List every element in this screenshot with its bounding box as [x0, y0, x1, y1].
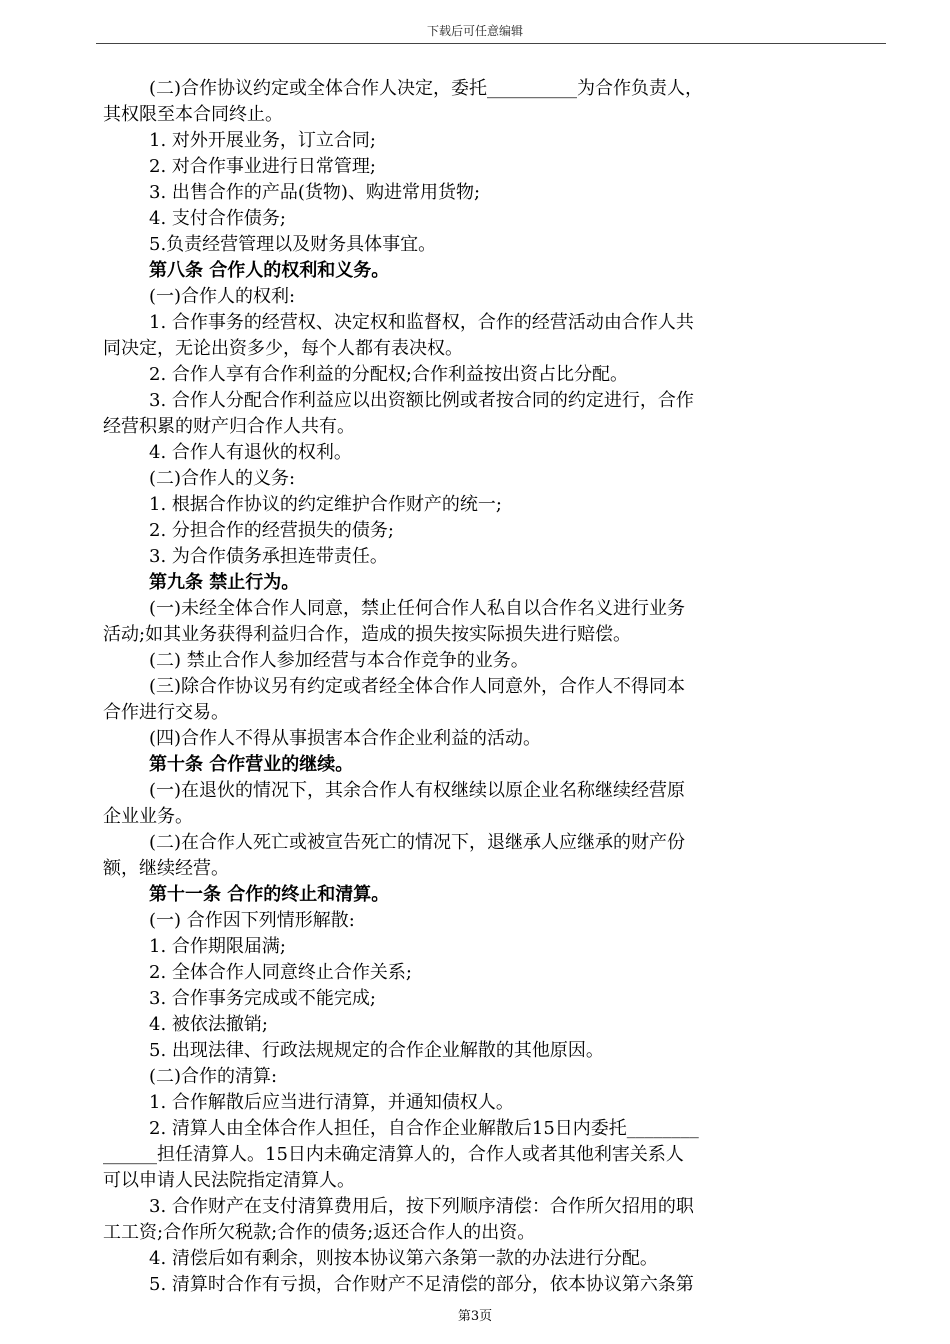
text-line: 2. 全体合作人同意终止合作关系;	[149, 962, 412, 983]
text-line: (一) 合作因下列情形解散:	[149, 910, 355, 931]
text-line: (一)合作人的权利:	[149, 286, 296, 307]
text-line: 合作进行交易。	[103, 702, 229, 723]
text-line: 1. 合作事务的经营权、决定权和监督权，合作的经营活动由合作人共	[149, 312, 694, 333]
text-line: 3. 合作人分配合作利益应以出资额比例或者按合同的约定进行，合作	[149, 390, 694, 411]
text-line: 工工资;合作所欠税款;合作的债务;返还合作人的出资。	[103, 1222, 536, 1243]
text-line: 5. 出现法律、行政法规规定的合作企业解散的其他原因。	[149, 1040, 604, 1061]
text-line: 经营积累的财产归合作人共有。	[103, 416, 355, 437]
text-line: 5. 清算时合作有亏损，合作财产不足清偿的部分，依本协议第六条第	[149, 1274, 694, 1295]
section-heading: 第九条 禁止行为。	[149, 572, 300, 593]
text-line: (四)合作人不得从事损害本合作企业利益的活动。	[149, 728, 542, 749]
section-heading: 第八条 合作人的权利和义务。	[149, 260, 390, 281]
section-heading: 第十条 合作营业的继续。	[149, 754, 354, 775]
text-line: 3. 合作财产在支付清算费用后，按下列顺序清偿：合作所欠招用的职	[149, 1196, 694, 1217]
text-line: 4. 支付合作债务;	[149, 208, 286, 229]
text-line: 3. 出售合作的产品(货物)、购进常用货物;	[149, 182, 481, 203]
text-line: 其权限至本合同终止。	[103, 104, 283, 125]
text-line: (二)合作的清算:	[149, 1066, 278, 1087]
text-line: (二) 禁止合作人参加经营与本合作竞争的业务。	[149, 650, 529, 671]
text-line: 可以申请人民法院指定清算人。	[103, 1170, 355, 1191]
text-line: (二)合作人的义务:	[149, 468, 296, 489]
text-line: 4. 被依法撤销;	[149, 1014, 268, 1035]
text-line: 3. 为合作债务承担连带责任。	[149, 546, 388, 567]
text-line: 1. 根据合作协议的约定维护合作财产的统一;	[149, 494, 502, 515]
text-line: 同决定，无论出资多少，每个人都有表决权。	[103, 338, 463, 359]
page-number: 第3页	[457, 1309, 493, 1324]
text-line: 2. 对合作事业进行日常管理;	[149, 156, 376, 177]
text-line: 2. 清算人由全体合作人担任，自合作企业解散后15日内委托________	[149, 1118, 699, 1139]
text-line: 2. 分担合作的经营损失的债务;	[149, 520, 394, 541]
text-line: (二)在合作人死亡或被宣告死亡的情况下，退继承人应继承的财产份	[149, 832, 686, 853]
text-line: 2. 合作人享有合作利益的分配权;合作利益按出资占比分配。	[149, 364, 628, 385]
text-line: 3. 合作事务完成或不能完成;	[149, 988, 376, 1009]
text-line: 4. 清偿后如有剩余，则按本协议第六条第一款的办法进行分配。	[149, 1248, 658, 1269]
text-line: (二)合作协议约定或全体合作人决定，委托__________为合作负责人，	[149, 78, 704, 99]
text-line: 1. 对外开展业务，订立合同;	[149, 130, 376, 151]
text-line: 5.负责经营管理以及财务具体事宜。	[149, 234, 437, 255]
header-divider	[96, 43, 886, 44]
text-line: 1. 合作解散后应当进行清算，并通知债权人。	[149, 1092, 514, 1113]
text-line: 额，继续经营。	[103, 858, 229, 879]
document-body	[103, 76, 885, 1298]
text-line: 活动;如其业务获得利益归合作，造成的损失按实际损失进行赔偿。	[103, 624, 632, 645]
text-line: (三)除合作协议另有约定或者经全体合作人同意外，合作人不得同本	[149, 676, 686, 697]
section-heading: 第十一条 合作的终止和清算。	[149, 884, 390, 905]
page-header: 下载后可任意编辑	[426, 24, 523, 38]
text-line: 1. 合作期限届满;	[149, 936, 286, 957]
text-line: ______担任清算人。15日内未确定清算人的，合作人或者其他利害关系人	[103, 1144, 684, 1165]
text-line: (一)未经全体合作人同意，禁止任何合作人私自以合作名义进行业务	[149, 598, 686, 619]
text-line: 企业业务。	[103, 806, 193, 827]
text-line: (一)在退伙的情况下，其余合作人有权继续以原企业名称继续经营原	[149, 780, 686, 801]
text-line: 4. 合作人有退伙的权利。	[149, 442, 352, 463]
